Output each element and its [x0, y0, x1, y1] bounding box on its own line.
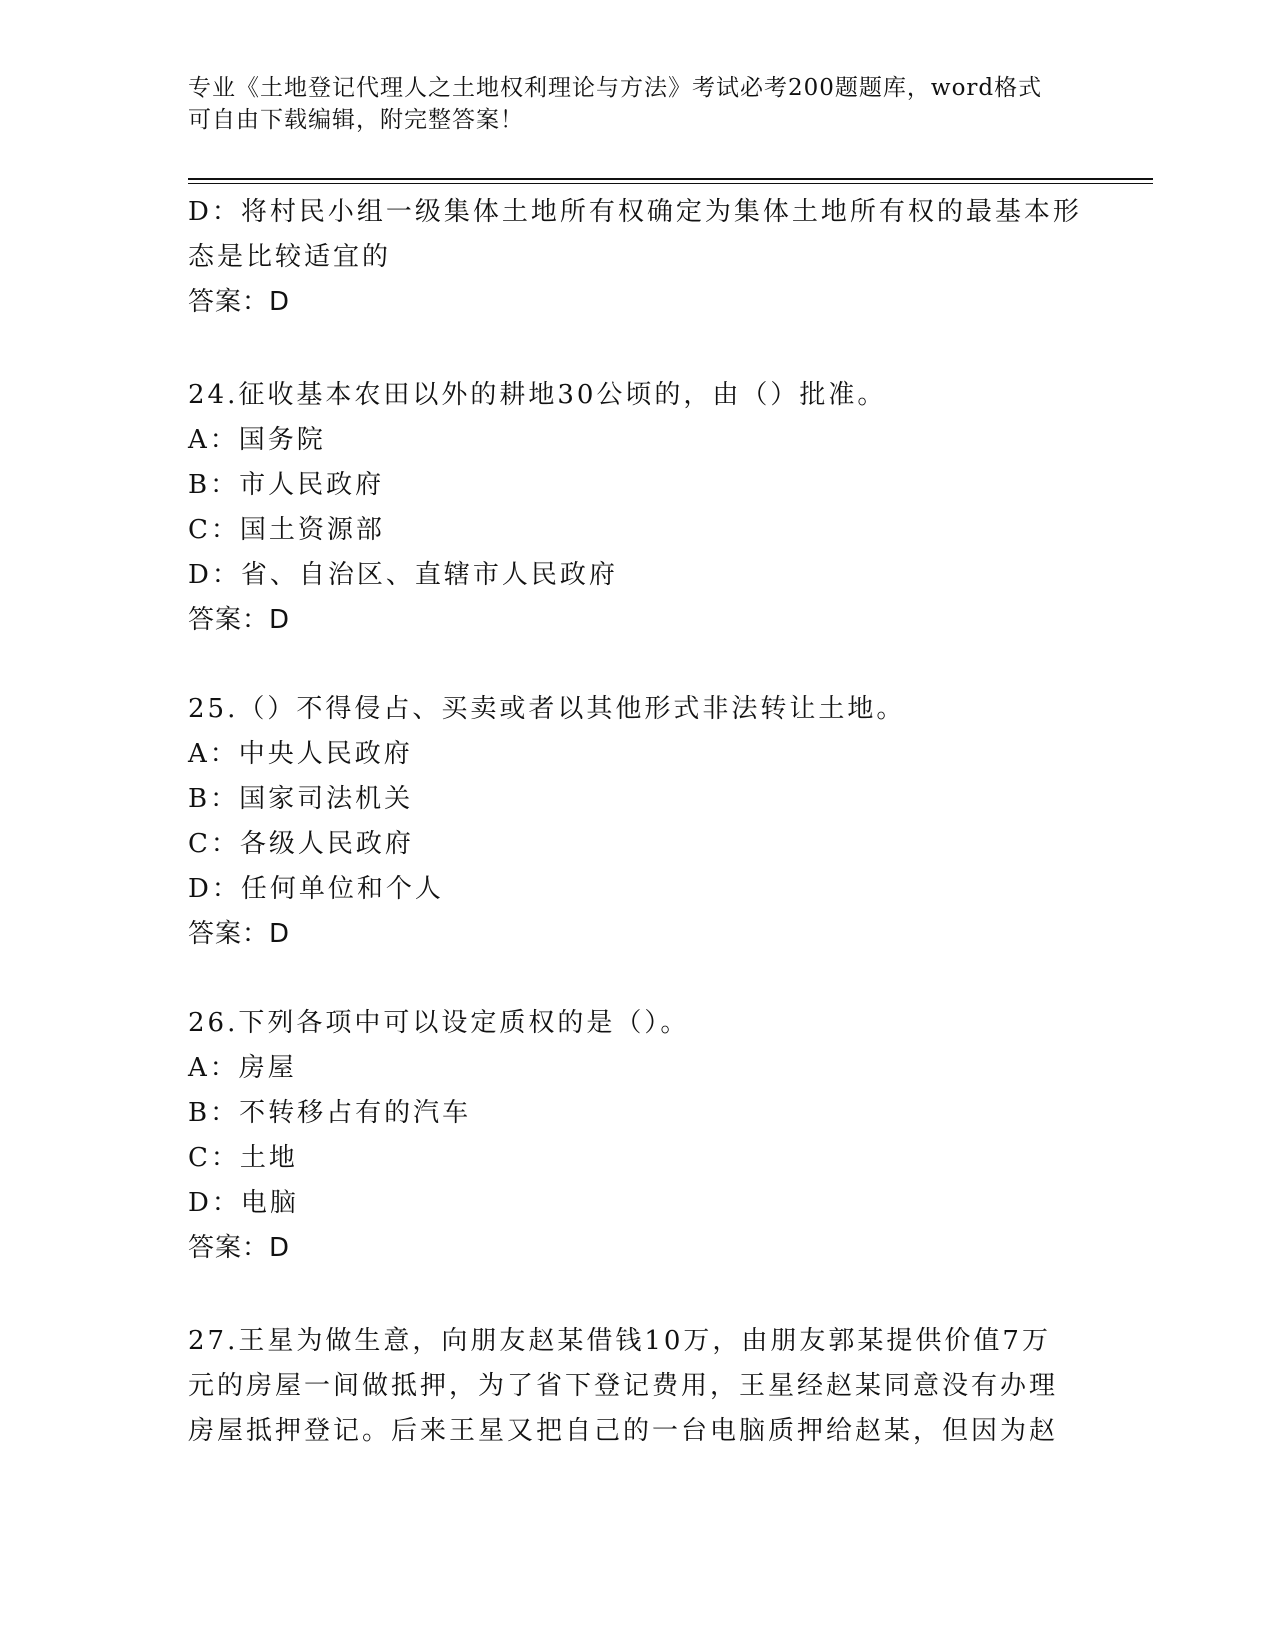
option-d-line-1: D：将村民小组一级集体土地所有权确定为集体土地所有权的最基本形 — [188, 197, 1082, 227]
spacer — [188, 957, 1078, 1001]
question-25 — [188, 687, 1078, 957]
question-stem-line-1: 27.王星为做生意，向朋友赵某借钱10万，由朋友郭某提供价值7万 — [188, 1326, 1051, 1356]
document-header — [188, 72, 1088, 136]
option-a: A：中央人民政府 — [188, 739, 413, 769]
answer: 答案：D — [188, 287, 291, 317]
spacer — [188, 1271, 1078, 1319]
option-b: B：不转移占有的汽车 — [188, 1098, 472, 1128]
option-b: B：国家司法机关 — [188, 784, 414, 814]
question-26 — [188, 1001, 1078, 1271]
spacer — [188, 643, 1078, 687]
option-d-line-2: 态是比较适宜的 — [188, 242, 392, 272]
option-c: C：国土资源部 — [188, 515, 385, 545]
header-line-2: 可自由下载编辑，附完整答案！ — [188, 107, 524, 133]
option-c: C：土地 — [188, 1143, 298, 1173]
option-b: B：市人民政府 — [188, 470, 385, 500]
question-27 — [188, 1319, 1078, 1454]
option-c: C：各级人民政府 — [188, 829, 414, 859]
question-24 — [188, 373, 1078, 643]
answer: 答案：D — [188, 1233, 291, 1263]
spacer — [188, 325, 1078, 373]
answer: 答案：D — [188, 605, 291, 635]
question-stem-line-3: 房屋抵押登记。后来王星又把自己的一台电脑质押给赵某，但因为赵 — [188, 1416, 1059, 1446]
document-body — [188, 190, 1082, 1454]
option-d: D：省、自治区、直辖市人民政府 — [188, 560, 618, 590]
option-d: D：电脑 — [188, 1188, 299, 1218]
header-line-1: 专业《土地登记代理人之土地权利理论与方法》考试必考200题题库，word格式 — [188, 75, 1043, 101]
option-d: D：任何单位和个人 — [188, 874, 444, 904]
option-a: A：房屋 — [188, 1053, 297, 1083]
question-stem: 26.下列各项中可以设定质权的是（）。 — [188, 1008, 690, 1038]
question-stem: 24.征收基本农田以外的耕地30公顷的，由（）批准。 — [188, 380, 887, 410]
option-a: A：国务院 — [188, 425, 326, 455]
header-rule-thick — [188, 178, 1153, 180]
question-stem-line-2: 元的房屋一间做抵押，为了省下登记费用，王星经赵某同意没有办理 — [188, 1371, 1059, 1401]
header-rule-thin — [188, 183, 1153, 184]
question-stem: 25.（）不得侵占、买卖或者以其他形式非法转让土地。 — [188, 694, 906, 724]
answer: 答案：D — [188, 919, 291, 949]
